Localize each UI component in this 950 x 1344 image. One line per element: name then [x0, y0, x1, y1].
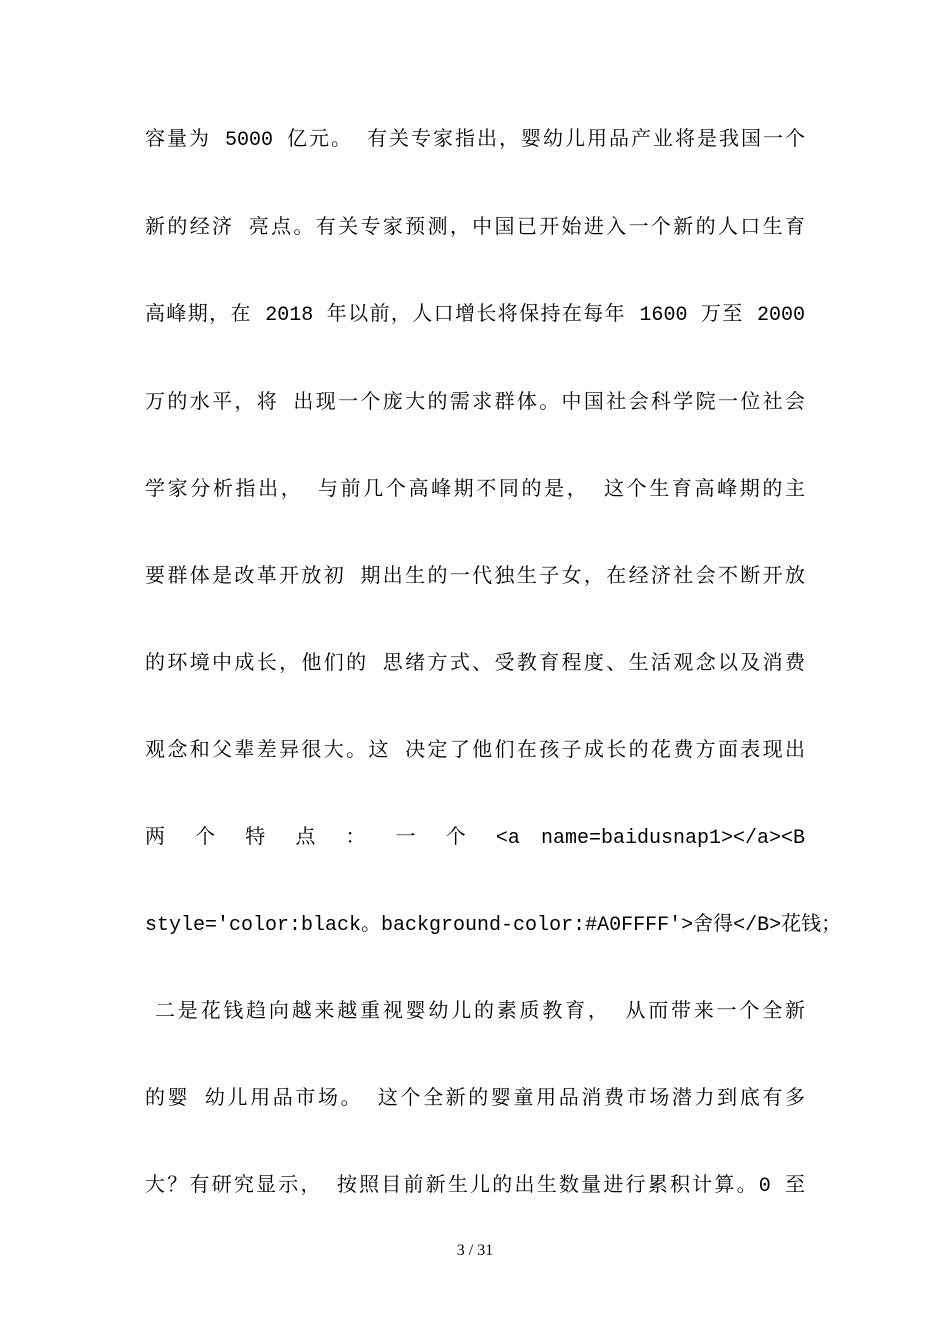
- text-line: style='color:black。background-color:#A0FFFF'>舍得</B>花钱；: [145, 914, 842, 937]
- page-number: 3 / 31: [456, 1242, 494, 1259]
- text-line: 万的水平，将 出现一个庞大的需求群体。中国社会科学院一位社会: [145, 392, 805, 415]
- text-line: 二是花钱趋向越来越重视婴幼儿的素质教育， 从而带来一个全新: [155, 1001, 805, 1024]
- text-line: 要群体是改革开放初 期出生的一代独生子女，在经济社会不断开放: [145, 566, 805, 589]
- text-line: 的婴 幼儿用品市场。 这个全新的婴童用品消费市场潜力到底有多: [145, 1088, 805, 1111]
- text-line: 高峰期，在 2018 年以前，人口增长将保持在每年 1600 万至 2000: [145, 304, 805, 327]
- text-line: 容量为 5000 亿元。 有关专家指出，婴幼儿用品产业将是我国一个: [145, 129, 805, 152]
- text-line: 观念和父辈差异很大。这 决定了他们在孩子成长的花费方面表现出: [145, 740, 805, 763]
- text-line: 新的经济 亮点。有关专家预测，中国已开始进入一个新的人口生育: [145, 217, 805, 240]
- text-line: 大？有研究显示， 按照目前新生儿的出生数量进行累积计算。0 至: [145, 1175, 805, 1198]
- text-line: 学家分析指出， 与前几个高峰期不同的是， 这个生育高峰期的主: [145, 479, 805, 502]
- text-line: 的环境中成长，他们的 思绪方式、受教育程度、生活观念以及消费: [145, 653, 805, 676]
- text-line: 两 个 特 点 ： 一 个 <a name=baidusnap1></a><B: [145, 827, 805, 850]
